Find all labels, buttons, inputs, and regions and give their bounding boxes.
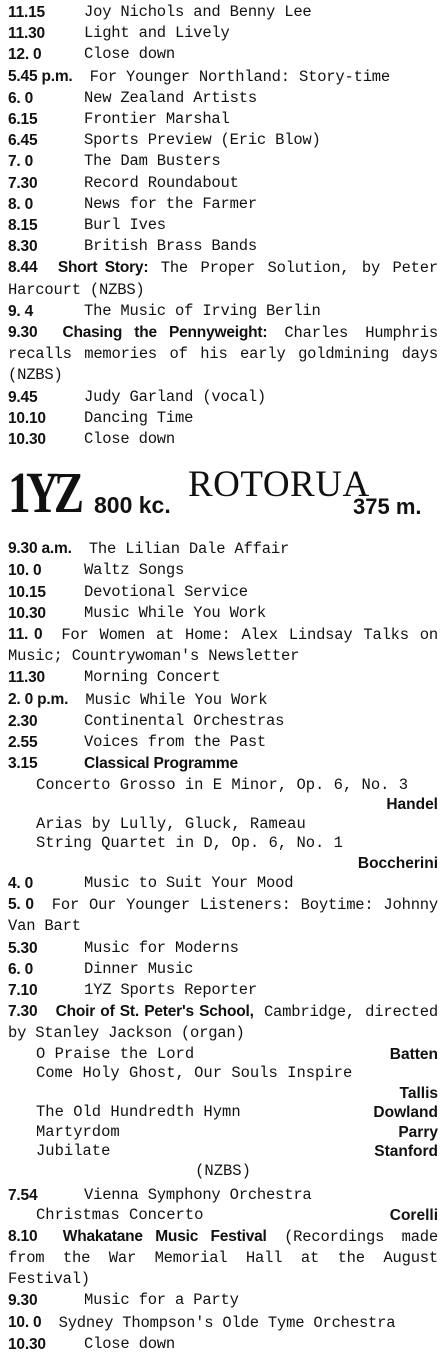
schedule-row (8, 582, 438, 603)
choir-item (8, 1045, 438, 1065)
schedule-description: Voices from the Past (84, 733, 267, 752)
classical-work: String Quartet in D, Op. 6, No. 1 (36, 834, 343, 852)
schedule-row (8, 88, 438, 109)
schedule-row (8, 408, 438, 429)
schedule-title (8, 324, 438, 384)
schedule-title (8, 259, 438, 298)
schedule-highlight: Whakatane Music Festival (62, 1227, 267, 1245)
schedule-row (8, 44, 438, 65)
schedule-title (8, 896, 438, 935)
station-wavelength: 375 m. (353, 494, 422, 520)
schedule-time: 5.45 p.m. (8, 67, 73, 85)
schedule-row (8, 173, 438, 194)
schedule-time: 7. 0 (8, 153, 34, 171)
schedule-description: Close down (84, 45, 176, 64)
schedule-time: 5. 0 (8, 896, 34, 914)
choir-work: Martyrdom (36, 1122, 120, 1141)
schedule-time: 11.15 (8, 4, 45, 21)
schedule-title (84, 938, 438, 959)
schedule-row (8, 66, 438, 88)
schedule-row (8, 301, 438, 322)
schedule-time: 9.30 (8, 1292, 38, 1310)
schedule-title (84, 560, 438, 581)
schedule-time: 2.30 (8, 712, 38, 730)
schedule-row (8, 689, 438, 711)
station-city: ROTORUA (188, 464, 370, 506)
schedule-block-rotorua-evening (8, 873, 438, 1045)
schedule-title (8, 626, 438, 665)
vienna-programme (8, 1206, 438, 1226)
choir-item (8, 1103, 438, 1123)
schedule-title (84, 1185, 438, 1206)
schedule-block-late (8, 1226, 438, 1355)
schedule-time: 12. 0 (8, 46, 42, 64)
schedule-row (8, 560, 438, 581)
choir-item (8, 1142, 438, 1162)
schedule-title (84, 753, 438, 775)
schedule-highlight: Chasing the Pennyweight: (62, 324, 268, 342)
station-banner (8, 462, 438, 536)
schedule-row (8, 429, 438, 450)
schedule-highlight: Short Story: (57, 259, 149, 277)
schedule-title (90, 68, 390, 86)
schedule-title (84, 151, 438, 172)
schedule-title (84, 194, 438, 215)
schedule-time: 8.44 (8, 259, 38, 277)
schedule-title (84, 582, 438, 603)
schedule-description: 1YZ Sports Reporter (84, 981, 257, 1000)
schedule-title (84, 603, 438, 624)
schedule-title (59, 1314, 396, 1332)
schedule-row (8, 236, 438, 257)
classical-work: Arias by Lully, Gluck, Rameau (36, 814, 306, 833)
schedule-row (8, 1334, 438, 1355)
choir-work: Jubilate (36, 1142, 111, 1161)
schedule-row (8, 624, 438, 667)
schedule-row (8, 257, 438, 300)
schedule-title (84, 732, 438, 753)
schedule-title (84, 236, 438, 257)
schedule-time: 2. 0 p.m. (8, 690, 69, 708)
choir-composer: Dowland (373, 1104, 438, 1122)
schedule-description: Judy Garland (vocal) (84, 387, 267, 406)
schedule-description: Devotional Service (84, 582, 248, 601)
choir-item (8, 1123, 438, 1143)
schedule-title (8, 1003, 438, 1042)
schedule-title (84, 173, 438, 194)
schedule-row (8, 130, 438, 151)
choir-composer: Stanford (374, 1143, 438, 1161)
schedule-row (8, 1226, 438, 1291)
schedule-description: Vienna Symphony Orchestra (84, 1186, 312, 1205)
schedule-block-vienna (8, 1185, 438, 1206)
schedule-title (84, 667, 438, 688)
schedule-row (8, 194, 438, 215)
schedule-description: Dinner Music (84, 959, 194, 978)
schedule-description: For Our Younger Listeners: Boytime: Johnny Van Bart (8, 896, 439, 936)
schedule-description: Record Roundabout (84, 173, 239, 192)
schedule-highlight: Choir of St. Peter's School, (55, 1003, 254, 1021)
choir-composer: Tallis (399, 1084, 438, 1102)
schedule-description: Sydney Thompson's Olde Tyme Orchestra (58, 1313, 396, 1332)
schedule-row (8, 109, 438, 130)
schedule-time: 9.30 (8, 324, 38, 342)
choir-work: Come Holy Ghost, Our Souls Inspire (36, 1064, 353, 1083)
schedule-time: 9.45 (8, 388, 38, 406)
vienna-item (8, 1206, 438, 1226)
vienna-work: Christmas Concerto (36, 1206, 204, 1225)
schedule-time: 10. 0 (8, 562, 42, 580)
schedule-title (84, 429, 438, 450)
schedule-description: Close down (84, 430, 176, 449)
choir-item (8, 1064, 438, 1084)
schedule-description: Sports Preview (Eric Blow) (84, 131, 321, 150)
programme-column (8, 2, 438, 1355)
schedule-time: 10.30 (8, 604, 46, 622)
schedule-title (84, 1290, 438, 1311)
schedule-title (84, 109, 438, 130)
schedule-highlight: Classical Programme (84, 755, 238, 773)
schedule-row (8, 753, 438, 775)
schedule-row (8, 151, 438, 172)
schedule-title (8, 1228, 438, 1288)
schedule-description: Charles Humphris recalls memories of his early goldmining days (NZBS) (8, 324, 439, 385)
schedule-row (8, 215, 438, 236)
schedule-description: Frontier Marshal (84, 110, 230, 129)
schedule-description: News for the Farmer (84, 194, 257, 213)
schedule-title (89, 540, 289, 558)
schedule-description: Continental Orchestras (84, 711, 285, 730)
schedule-row (8, 894, 438, 937)
schedule-title (84, 88, 438, 109)
schedule-time: 2.55 (8, 734, 38, 752)
schedule-time: 6.45 (8, 132, 38, 150)
schedule-row (8, 603, 438, 624)
schedule-title (84, 130, 438, 151)
schedule-description: (Recordings made from the War Memorial Hall at the August Festival) (8, 1227, 438, 1289)
station-frequency: 800 kc. (94, 492, 171, 519)
schedule-time: 11.30 (8, 669, 45, 687)
schedule-description: Music While You Work (85, 690, 268, 709)
schedule-description: Waltz Songs (84, 561, 185, 580)
schedule-row (8, 980, 438, 1001)
schedule-description: Burl Ives (84, 216, 166, 235)
schedule-time: 6.15 (8, 111, 38, 129)
schedule-title (84, 301, 438, 322)
schedule-description: British Brass Bands (84, 237, 257, 256)
schedule-description: Close down (84, 1334, 176, 1353)
classical-programme-list (8, 776, 438, 874)
schedule-time: 11. 0 (8, 626, 43, 644)
schedule-row (8, 732, 438, 753)
schedule-row (8, 2, 438, 23)
schedule-time: 5.30 (8, 939, 38, 957)
schedule-title (84, 2, 438, 23)
schedule-time: 6. 0 (8, 89, 34, 107)
schedule-row (8, 1001, 438, 1044)
schedule-time: 7.54 (8, 1187, 38, 1205)
schedule-row (8, 387, 438, 408)
schedule-row (8, 711, 438, 732)
schedule-description: Morning Concert (84, 668, 221, 687)
choir-programme-list (8, 1045, 438, 1182)
schedule-title (84, 215, 438, 236)
vienna-composer: Corelli (389, 1207, 438, 1225)
schedule-block-rotorua-morning (8, 538, 438, 775)
schedule-time: 7.30 (8, 1003, 38, 1021)
schedule-description: For Women at Home: Alex Lindsay Talks on Music; Countrywoman's Newsletter (8, 626, 438, 666)
schedule-description: Music for Moderns (84, 938, 239, 957)
schedule-title (84, 873, 438, 894)
station-callsign: 1YZ (8, 460, 80, 526)
schedule-time: 8.15 (8, 217, 38, 235)
schedule-row (8, 959, 438, 980)
choir-composer: Parry (398, 1123, 438, 1141)
schedule-row (8, 1290, 438, 1311)
schedule-time: 9. 4 (8, 302, 34, 320)
schedule-title (85, 691, 267, 709)
schedule-time: 4. 0 (8, 875, 34, 892)
schedule-time: 8. 0 (8, 195, 34, 213)
schedule-description: Cambridge, directed by Stanley Jackson (organ) (8, 1003, 438, 1043)
schedule-time: 7.10 (8, 982, 38, 1000)
choir-work: The Old Hundredth Hymn (36, 1103, 241, 1122)
schedule-time: 11.30 (8, 25, 45, 43)
schedule-description: Music to Suit Your Mood (84, 874, 294, 892)
choir-work: O Praise the Lord (36, 1044, 195, 1063)
schedule-row (8, 23, 438, 44)
schedule-description: The Dam Busters (84, 152, 221, 171)
schedule-description: The Lilian Dale Affair (88, 540, 290, 559)
schedule-time: 8.10 (8, 1227, 38, 1245)
classical-composer: Handel (386, 796, 438, 813)
schedule-title (84, 980, 438, 1001)
schedule-row (8, 322, 438, 387)
schedule-title (84, 44, 438, 65)
schedule-description: The Proper Solution, by Peter Harcourt (NZBS) (8, 259, 438, 299)
schedule-title (84, 711, 438, 732)
schedule-time: 6. 0 (8, 960, 34, 978)
schedule-title (84, 23, 438, 44)
schedule-time: 10.10 (8, 409, 46, 427)
schedule-description: Music While You Work (84, 603, 267, 622)
schedule-description: Dancing Time (84, 408, 194, 427)
schedule-time: 7.30 (8, 174, 38, 192)
schedule-time: 10.30 (8, 1335, 46, 1353)
choir-composer: Batten (389, 1045, 438, 1063)
classical-work: Concerto Grosso in E Minor, Op. 6, No. 3 (36, 775, 409, 794)
schedule-row (8, 667, 438, 688)
schedule-row (8, 1185, 438, 1206)
schedule-time: 10. 0 (8, 1313, 42, 1331)
schedule-time: 9.30 a.m. (8, 540, 72, 558)
schedule-title (84, 1334, 438, 1355)
schedule-row (8, 538, 438, 560)
schedule-description: Music for a Party (84, 1291, 239, 1310)
schedule-time: 10.15 (8, 583, 46, 601)
schedule-time: 10.30 (8, 431, 46, 449)
schedule-block-northland (8, 2, 438, 450)
schedule-title (84, 387, 438, 408)
schedule-description: Joy Nichols and Benny Lee (84, 3, 312, 21)
schedule-description: For Younger Northland: Story-time (89, 67, 391, 86)
schedule-time: 3.15 (8, 755, 38, 773)
schedule-row (8, 1312, 438, 1334)
schedule-time: 8.30 (8, 238, 38, 256)
schedule-row (8, 938, 438, 959)
schedule-description: The Music of Irving Berlin (84, 301, 321, 320)
schedule-description: New Zealand Artists (84, 88, 257, 107)
choir-credit: (NZBS) (195, 1161, 251, 1180)
schedule-title (84, 959, 438, 980)
schedule-row (8, 873, 438, 894)
schedule-title (84, 408, 438, 429)
classical-composer: Boccherini (357, 854, 438, 872)
schedule-description: Light and Lively (84, 24, 230, 43)
